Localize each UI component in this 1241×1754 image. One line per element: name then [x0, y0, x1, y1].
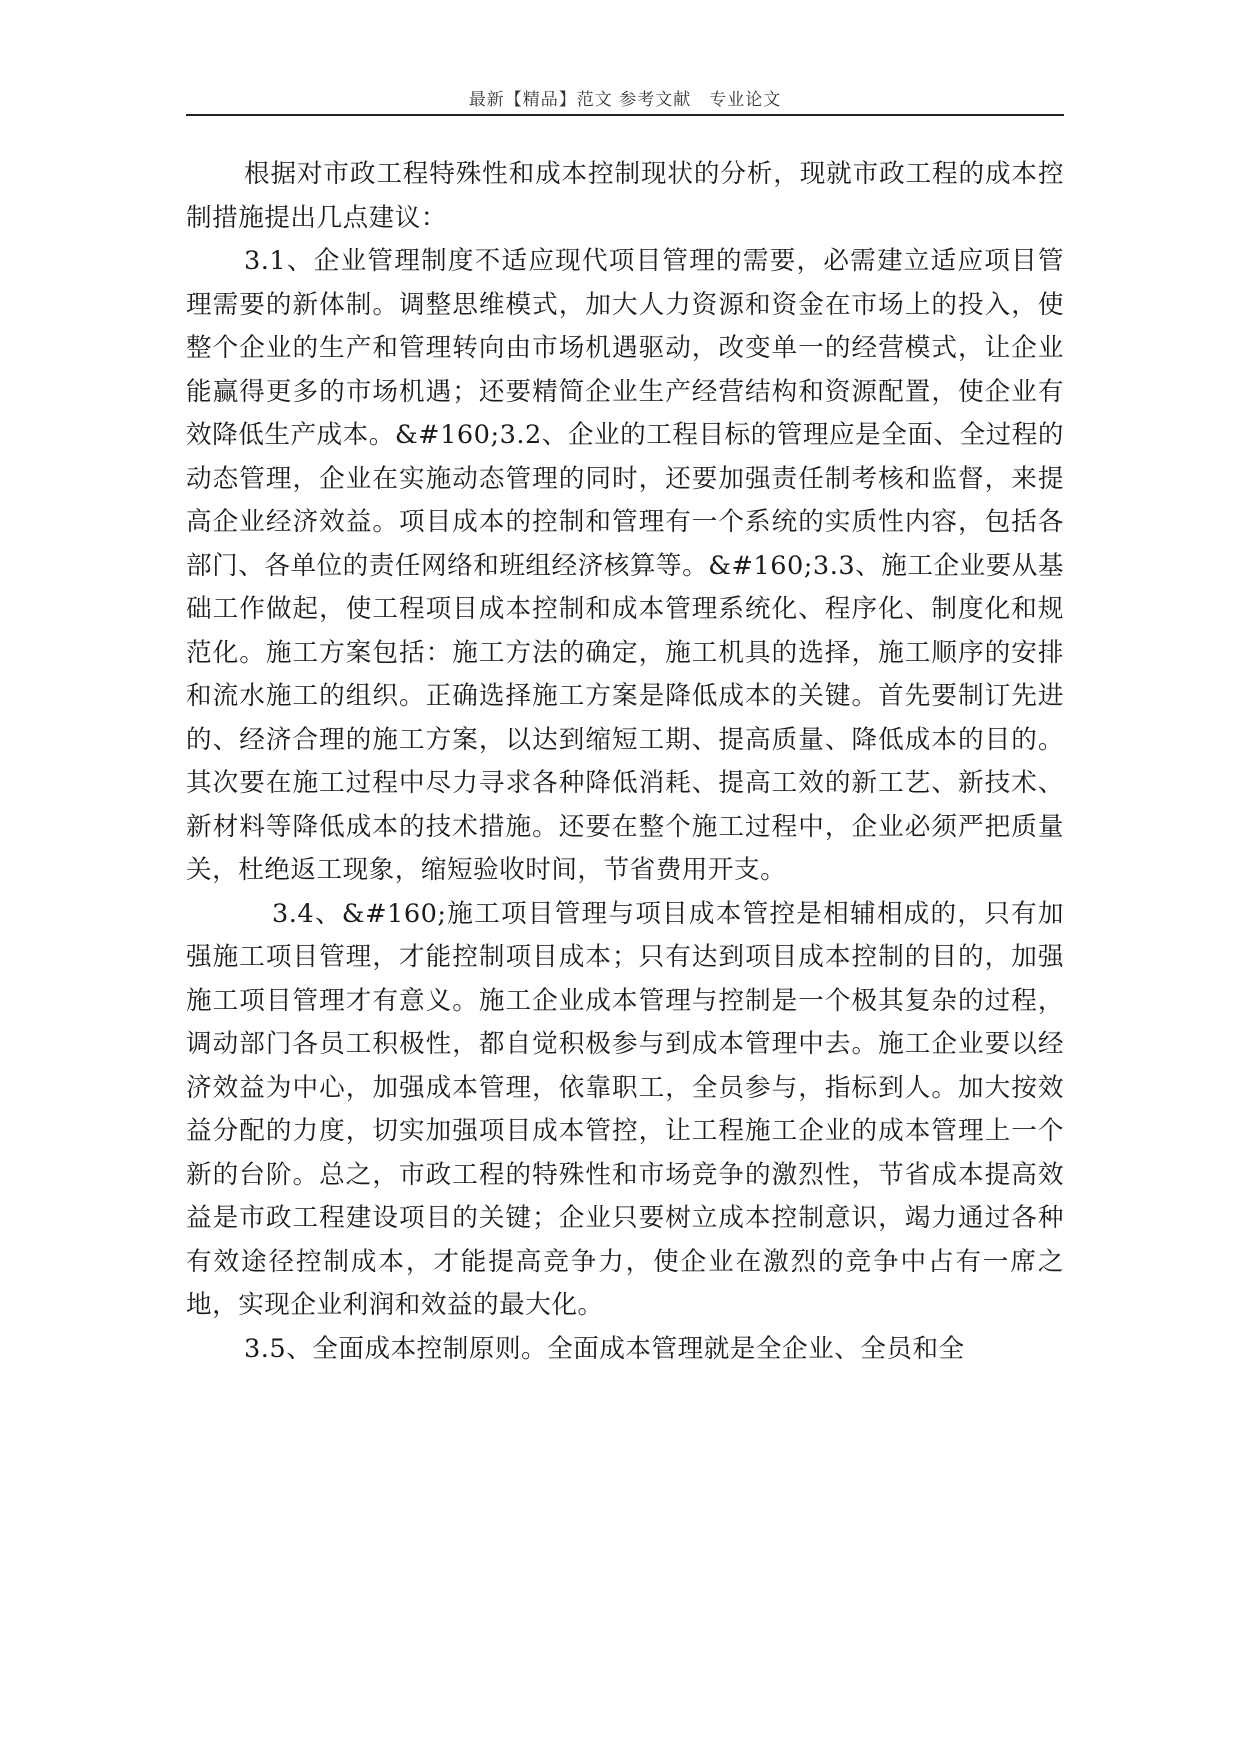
header-divider — [186, 114, 1064, 116]
paragraph-3-5: 3.5、全面成本控制原则。全面成本管理就是全企业、全员和全 — [244, 1333, 965, 1364]
page-header: 最新【精品】范文 参考文献 专业论文 — [468, 90, 782, 110]
paragraph-intro: 根据对市政工程特殊性和成本控制现状的分析，现就市政工程的成本控制措施提出几点建议： — [186, 159, 1064, 233]
paragraph-3-4: 3.4、&#160;施工项目管理与项目成本管控是相辅相成的，只有加强施工项目管理，才能控制项目成本；只有达到项目成本控制的目的，加强施工项目管理才有意义。施工企业成本管理与控制是一个极其复杂的过程，调动部门各员工积极性，都自觉积极参与到成本管理中去。施工企业要以经济效益为中心，加强成本管理，依靠职工，全员参与，指标到人。加大按效益分配的力度，切实加强项目成本管控，让工程施工企业的成本管理上一个新的台阶。总之，市政工程的特殊性和市场竞争的激烈性，节省成本提高效益是市政工程建设项目的关键；企业只要树立成本控制意识，竭力通过各种有效途径控制成本，才能提高竞争力，使企业在激烈的竞争中占有一席之地，实现企业利润和效益的最大化。 — [186, 898, 1064, 1320]
document-body — [186, 153, 1064, 1371]
paragraph-3-1-to-3-3: 3.1、企业管理制度不适应现代项目管理的需要，必需建立适应项目管理需要的新体制。调整思维模式，加大人力资源和资金在市场上的投入，使整个企业的生产和管理转向由市场机遇驱动，改变单一的经营模式，让企业能赢得更多的市场机遇；还要精简企业生产经营结构和资源配置，使企业有效降低生产成本。&#160;3.2、企业的工程目标的管理应是全面、全过程的动态管理，企业在实施动态管理的同时，还要加强责任制考核和监督，来提高企业经济效益。项目成本的控制和管理有一个系统的实质性内容，包括各部门、各单位的责任网络和班组经济核算等。&#160;3.3、施工企业要从基础工作做起，使工程项目成本控制和成本管理系统化、程序化、制度化和规范化。施工方案包括：施工方法的确定，施工机具的选择，施工顺序的安排和流水施工的组织。正确选择施工方案是降低成本的关键。首先要制订先进的、经济合理的施工方案，以达到缩短工期、提高质量、降低成本的目的。其次要在施工过程中尽力寻求各种降低消耗、提高工效的新工艺、新技术、新材料等降低成本的技术措施。还要在整个施工过程中，企业必须严把质量关，杜绝返工现象，缩短验收时间，节省费用开支。 — [186, 246, 1064, 885]
